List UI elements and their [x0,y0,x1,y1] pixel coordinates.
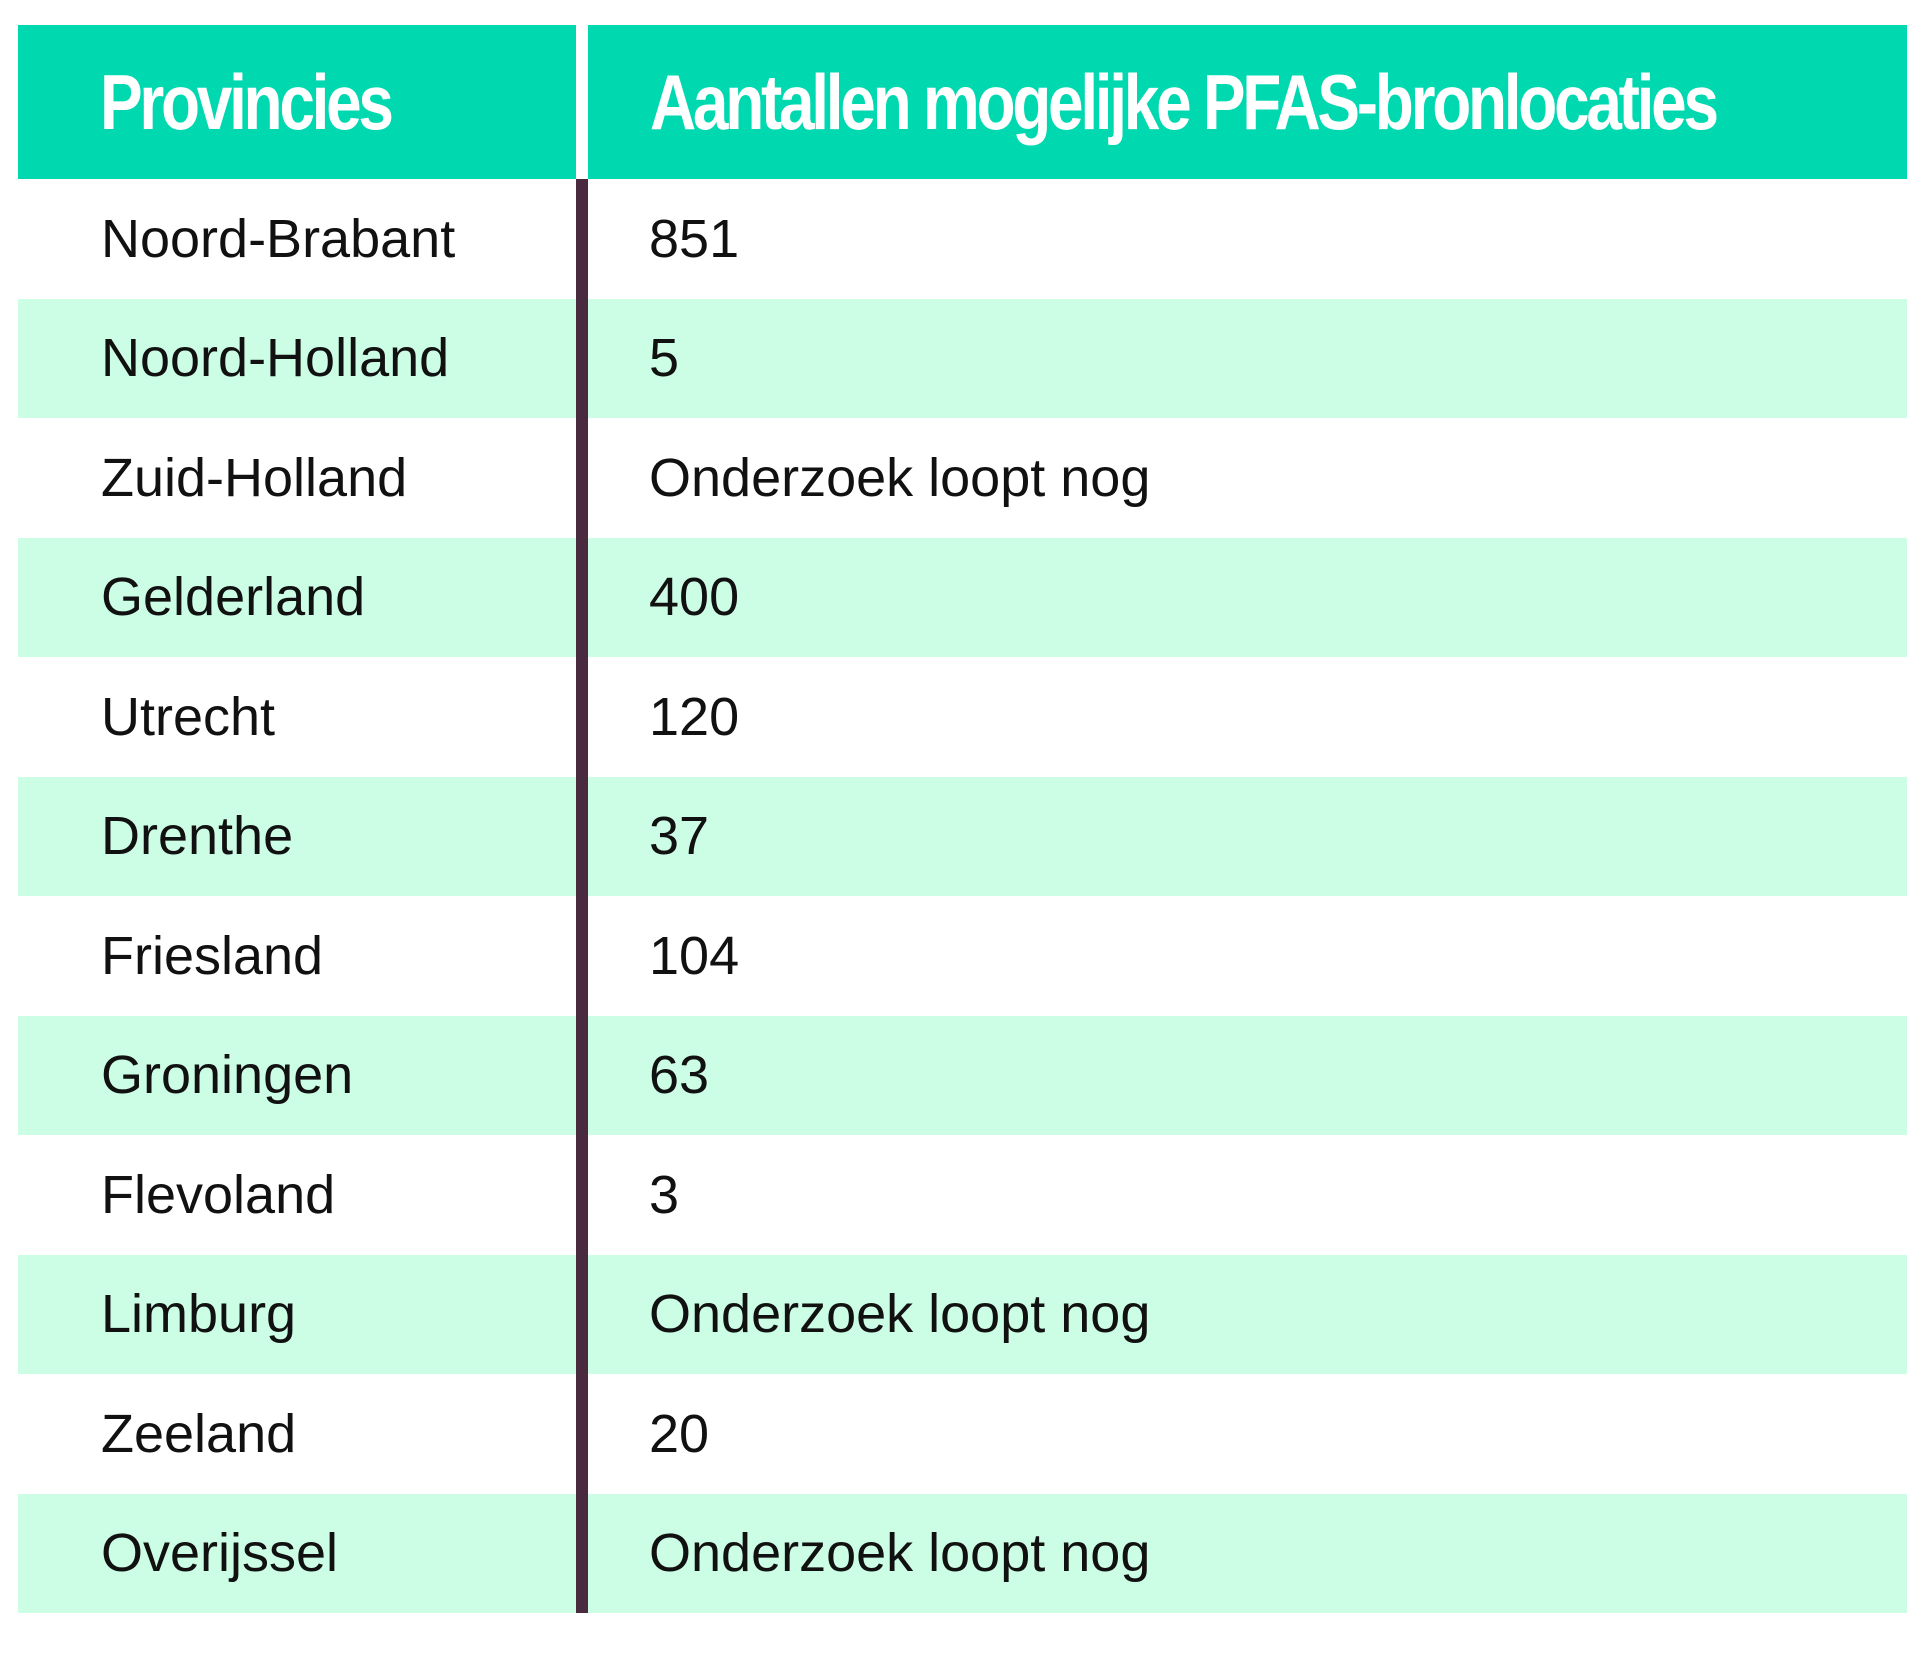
province-cell: Groningen [101,1045,354,1106]
column-divider [576,1255,588,1375]
column-header-label: Provincies [100,57,391,146]
count-cell: 120 [649,686,740,747]
table-row [18,1135,1907,1255]
column-divider [576,538,588,658]
count-cell: Onderzoek loopt nog [649,1284,1151,1345]
count-cell: 851 [649,208,740,269]
table-header [18,25,1907,179]
count-cell: 3 [649,1164,680,1225]
column-divider [576,299,588,419]
province-cell: Overijssel [101,1523,339,1584]
table-row [18,299,1907,419]
table-row [18,657,1907,777]
table-row [18,896,1907,1016]
count-cell: 400 [649,567,740,628]
table-row [18,418,1907,538]
column-divider [576,657,588,777]
column-divider [576,418,588,538]
table-row [18,1255,1907,1375]
province-cell: Drenthe [101,806,294,867]
table-row [18,1016,1907,1136]
count-cell: Onderzoek loopt nog [649,447,1151,508]
pfas-table [18,25,1907,1613]
column-divider [576,179,588,299]
count-cell: 63 [649,1045,710,1106]
column-divider [576,896,588,1016]
province-cell: Utrecht [101,686,276,747]
count-cell: 5 [649,328,680,389]
province-cell: Noord-Brabant [101,208,456,269]
table-row [18,179,1907,299]
column-header-provincies [18,25,576,179]
count-cell: Onderzoek loopt nog [649,1523,1151,1584]
province-cell: Zeeland [101,1403,297,1464]
column-divider [576,1374,588,1494]
count-cell: 37 [649,806,710,867]
count-cell: 104 [649,925,740,986]
column-divider [576,777,588,897]
province-cell: Gelderland [101,567,366,628]
table-row [18,1494,1907,1614]
column-header-aantallen [588,25,1907,179]
count-cell: 20 [649,1403,710,1464]
province-cell: Zuid-Holland [101,447,408,508]
table-row [18,538,1907,658]
column-divider [576,1494,588,1614]
column-divider [576,1135,588,1255]
column-header-label: Aantallen mogelijke PFAS-bronlocaties [650,57,1716,146]
province-cell: Limburg [101,1284,297,1345]
header-gap [576,25,588,179]
province-cell: Flevoland [101,1164,336,1225]
column-divider [576,1016,588,1136]
table-row [18,777,1907,897]
province-cell: Noord-Holland [101,328,450,389]
table-row [18,1374,1907,1494]
province-cell: Friesland [101,925,324,986]
